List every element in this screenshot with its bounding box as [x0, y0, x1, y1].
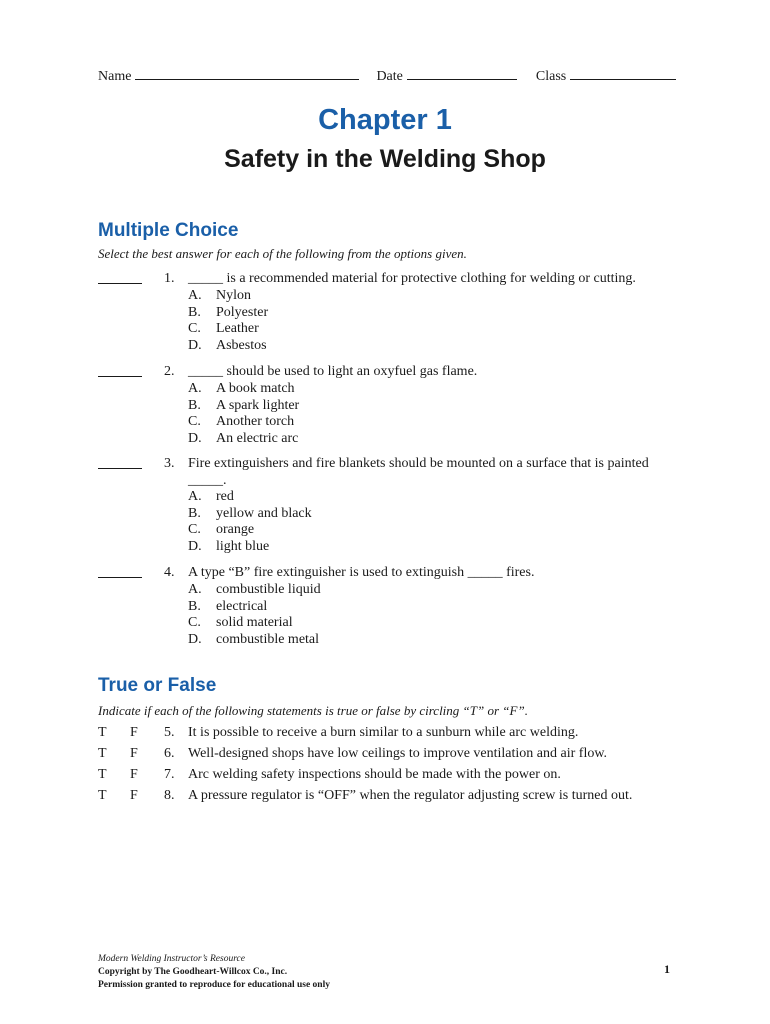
option-a: A. red: [188, 489, 234, 504]
tf-item-5: [98, 722, 678, 743]
class-field[interactable]: [570, 67, 676, 80]
true-option[interactable]: T: [98, 788, 107, 803]
false-option[interactable]: F: [130, 767, 138, 782]
question-stem: Fire extinguishers and fire blankets should be mounted on a surface that is painted _____.: [188, 456, 649, 488]
item-number: 8.: [164, 788, 175, 803]
footer: [98, 953, 330, 992]
question-number: 4.: [164, 565, 175, 580]
tf-item-8: [98, 785, 678, 827]
statement: Arc welding safety inspections should be made with the power on.: [188, 767, 561, 782]
question-stem: _____ is a recommended material for protective clothing for welding or cutting.: [188, 271, 636, 286]
false-option[interactable]: F: [130, 788, 138, 803]
multiple-choice-heading: Multiple Choice: [98, 220, 239, 241]
answer-blank[interactable]: [98, 283, 142, 284]
footer-permission: Permission granted to reproduce for educational use only: [98, 980, 330, 990]
option-d: D. Asbestos: [188, 337, 267, 353]
statement: A pressure regulator is “OFF” when the regulator adjusting screw is turned out.: [188, 788, 633, 803]
option-d: D. combustible metal: [188, 631, 320, 647]
answer-blank[interactable]: [98, 468, 142, 469]
item-number: 6.: [164, 746, 175, 761]
question-number: 1.: [164, 271, 175, 286]
statement: Well-designed shops have low ceilings to improve ventilation and air flow.: [188, 746, 608, 761]
question-number: 3.: [164, 456, 175, 471]
student-info-line: [98, 67, 678, 85]
class-label: Class: [535, 69, 567, 84]
mc-question-2: [98, 364, 678, 448]
tf-item-7: [98, 764, 678, 785]
option-b: B. Polyester: [188, 304, 269, 320]
footer-copyright: Copyright by The Goodheart-Willcox Co., Inc.: [98, 967, 288, 977]
option-a: A. Nylon: [188, 288, 251, 303]
chapter-heading: Chapter 1: [318, 104, 452, 136]
option-a: A. A book match: [188, 381, 295, 396]
true-false-heading: True or False: [98, 675, 217, 696]
date-label: Date: [376, 69, 403, 84]
name-label: Name: [98, 69, 132, 84]
question-stem: A type “B” fire extinguisher is used to extinguish _____ fires.: [188, 565, 535, 580]
true-option[interactable]: T: [98, 767, 107, 782]
answer-blank[interactable]: [98, 577, 142, 578]
option-list: [188, 288, 488, 354]
option-c: C. orange: [188, 522, 255, 538]
item-number: 7.: [164, 767, 175, 782]
option-c: C. solid material: [188, 615, 293, 631]
question-number: 2.: [164, 364, 175, 379]
option-list: [188, 489, 488, 555]
tf-item-6: [98, 743, 678, 764]
footer-resource-title: Modern Welding Instructor’s Resource: [98, 954, 245, 964]
option-b: B. A spark lighter: [188, 397, 300, 413]
false-option[interactable]: F: [130, 725, 138, 740]
option-list: [188, 381, 488, 447]
option-b: B. yellow and black: [188, 505, 312, 521]
name-field[interactable]: [135, 67, 359, 80]
true-option[interactable]: T: [98, 725, 107, 740]
true-false-instructions: Indicate if each of the following statements is true or false by circling “T” or “F”.: [98, 703, 528, 718]
page-title: Safety in the Welding Shop: [224, 145, 546, 173]
option-c: C. Leather: [188, 321, 259, 337]
option-d: D. light blue: [188, 538, 270, 554]
option-c: C. Another torch: [188, 414, 295, 430]
page-number: 1: [664, 962, 670, 976]
mc-question-3: [98, 456, 678, 556]
option-list: [188, 582, 488, 648]
answer-blank[interactable]: [98, 376, 142, 377]
mc-question-1: [98, 271, 678, 355]
item-number: 5.: [164, 725, 175, 740]
option-a: A. combustible liquid: [188, 582, 321, 597]
multiple-choice-instructions: Select the best answer for each of the following from the options given.: [98, 246, 467, 261]
statement: It is possible to receive a burn similar to a sunburn while arc welding.: [188, 725, 579, 740]
mc-question-4: [98, 565, 678, 649]
option-d: D. An electric arc: [188, 430, 299, 446]
question-stem: _____ should be used to light an oxyfuel gas flame.: [188, 364, 478, 379]
true-option[interactable]: T: [98, 746, 107, 761]
option-b: B. electrical: [188, 598, 268, 614]
false-option[interactable]: F: [130, 746, 138, 761]
date-field[interactable]: [407, 67, 517, 80]
